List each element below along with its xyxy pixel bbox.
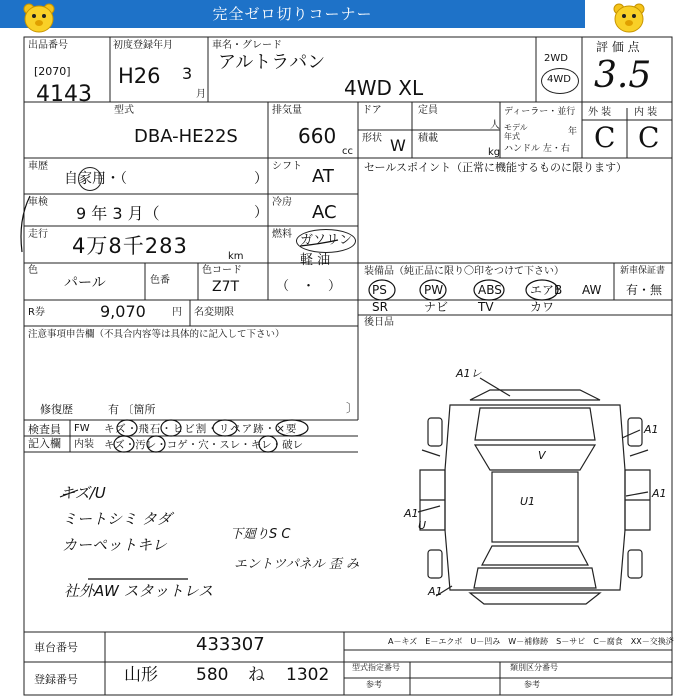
color-code-label: 色コード <box>202 265 242 276</box>
repair-close: 〕 <box>346 401 359 415</box>
rear-seat-label: 後日品 <box>364 317 394 328</box>
mark-center-u: U1 <box>520 495 536 508</box>
grade: 4WD XL <box>344 76 424 100</box>
fuel-alt: 軽 油 <box>300 253 331 268</box>
dealer-label: ディーラー・並行 <box>504 107 576 117</box>
shift-value: AT <box>312 166 334 187</box>
equipment-item: エアB <box>530 283 563 297</box>
reg-number: 1302 <box>286 665 330 685</box>
equipment-item: TV <box>478 300 494 314</box>
class-no-ref: 参考 <box>524 680 540 689</box>
type-cert-label: 型式指定番号 <box>352 663 400 672</box>
model-code-label: 型式 <box>114 105 134 116</box>
exterior-grade: C <box>594 121 616 154</box>
fuel-label: 燃料 <box>272 229 292 240</box>
notes-label: 注意事項申告欄（不具合内容等は具体的に記入して下さい） <box>28 329 285 340</box>
first-reg-label: 初度登録年月 <box>113 40 173 51</box>
interior-label: 内 装 <box>634 107 658 118</box>
fw-label: FW <box>74 423 90 434</box>
era-year: H26 <box>118 64 161 88</box>
handle-label: ハンドル 左・右 <box>504 144 570 154</box>
lot-no-small: [2070] <box>34 65 71 78</box>
mark-center-v: V <box>538 449 546 462</box>
displacement-label: 排気量 <box>272 105 302 116</box>
load-label: 積載 <box>418 133 438 144</box>
mark-right-front: A1 <box>644 423 659 436</box>
cooling-label: 冷房 <box>272 197 292 208</box>
person-unit: 人 <box>490 120 500 131</box>
page-title: 完全ゼロ切りコーナー <box>0 0 585 28</box>
equipment-item: AW <box>582 283 602 297</box>
equipment-item: PW <box>424 283 444 297</box>
class-no-label: 類別区分番号 <box>510 663 558 672</box>
shift-label: シフト <box>272 161 302 172</box>
fuel-main: ガソリン <box>300 233 353 248</box>
month-unit: 月 <box>196 89 206 100</box>
history-value: 自家用・（ <box>64 171 127 187</box>
inspection-close: ） <box>254 205 268 221</box>
color-label: 色 <box>28 265 38 276</box>
equipment-label: 装備品（純正品に限り〇印をつけて下さい） <box>364 266 564 277</box>
interior-items: キズ・汚レ・コゲ・穴・スレ・キレ・破レ <box>104 439 304 451</box>
mark-top: A1レ <box>456 367 482 380</box>
note-line-3: カーペットキレ <box>62 536 167 554</box>
capacity-label: 定員 <box>418 105 438 116</box>
mark-left-rear: A1 <box>428 585 443 598</box>
score-value: 3.5 <box>594 55 652 96</box>
repair-value: 有 〔箇所 <box>108 403 156 416</box>
mark-left-u: U <box>418 519 427 532</box>
new-warranty-value: 有・無 <box>626 283 663 297</box>
year-unit: 年 <box>568 127 578 137</box>
equipment-item: PS <box>372 283 387 297</box>
door-label: ドア <box>362 105 382 116</box>
new-warranty-label: 新車保証書 <box>620 266 666 276</box>
note-line-2: ミートシミ タダ <box>62 510 172 528</box>
sales-point-label: セールスポイント（正常に機能するものに限ります） <box>364 161 628 174</box>
equipment-item: SR <box>372 300 388 314</box>
cooling-value: AC <box>312 202 337 223</box>
inspection-label: 車検 <box>28 197 48 208</box>
first-reg-month: 3 <box>182 64 193 83</box>
chassis-no-label: 車台番号 <box>34 641 78 654</box>
interior-grade: C <box>638 121 660 154</box>
lot-no-value: 4143 <box>36 82 92 107</box>
door-shape: W <box>390 136 406 155</box>
inspection-date: 9 年 3 月（ <box>76 204 160 223</box>
cc-unit: cc <box>342 146 353 157</box>
recycle-label: R券 <box>28 307 45 318</box>
chassis-no: 433307 <box>196 634 265 655</box>
title-change-label: 名変期限 <box>194 307 234 318</box>
lot-no-label: 出品番号 <box>28 40 68 51</box>
mileage-value: 4万8千283 <box>72 234 188 258</box>
history-label: 車歴 <box>28 161 48 172</box>
reg-class: 580 <box>196 665 229 685</box>
score-label: 評 価 点 <box>596 40 640 54</box>
note-line-1: キズ/U <box>60 484 106 502</box>
inspector-label: 検査員 記入欄 <box>28 423 61 450</box>
drive-label: 2WD <box>544 53 568 64</box>
note-right-1: 下廻りS C <box>230 527 291 542</box>
equipment-item: カワ <box>530 300 555 314</box>
mark-left-mid: A1 <box>404 507 419 520</box>
recycle-amount: 9,070 <box>100 302 146 321</box>
fw-items: キズ・飛石・ヒビ割・リペア跡・×要 <box>104 423 298 435</box>
model-year-label: モデル年式 <box>504 123 528 141</box>
kg-unit: kg <box>488 147 501 158</box>
interior-check-label: 内装 <box>74 439 94 450</box>
history-close: ） <box>254 171 268 187</box>
shape-label: 形状 <box>362 133 382 144</box>
color-code: Z7T <box>212 279 240 295</box>
type-cert-ref: 参考 <box>366 680 382 689</box>
repair-label: 修復歴 <box>40 403 73 416</box>
color-code-paren: （ ・ ） <box>276 279 342 294</box>
model-code: DBA-HE22S <box>134 126 238 147</box>
car-name-label: 車名・グレード <box>212 40 282 51</box>
reg-kana: ね <box>248 665 265 685</box>
color-no-label: 色番 <box>150 275 170 286</box>
legend: A－キズ E－エクボ U－凹み W－補修跡 S－サビ C－腐食 XX－交換済 <box>388 637 674 646</box>
equipment-item: ナビ <box>424 300 449 314</box>
mileage-label: 走行 <box>28 229 48 240</box>
reg-region: 山形 <box>124 665 158 685</box>
equipment-item: ABS <box>478 283 502 297</box>
yen-unit: 円 <box>172 307 182 318</box>
drive-value: 4WD <box>547 74 571 85</box>
color-value: パール <box>64 275 106 291</box>
car-name: アルトラパン <box>218 52 326 73</box>
note-line-4: 社外AW スタットレス <box>64 582 214 600</box>
exterior-label: 外 装 <box>588 107 612 118</box>
displacement: 660 <box>298 124 337 148</box>
note-right-2: エントツパネル 歪 み <box>234 557 360 572</box>
km-unit: km <box>228 251 244 262</box>
reg-no-label: 登録番号 <box>34 673 78 686</box>
mark-right-mid: A1 <box>652 487 667 500</box>
